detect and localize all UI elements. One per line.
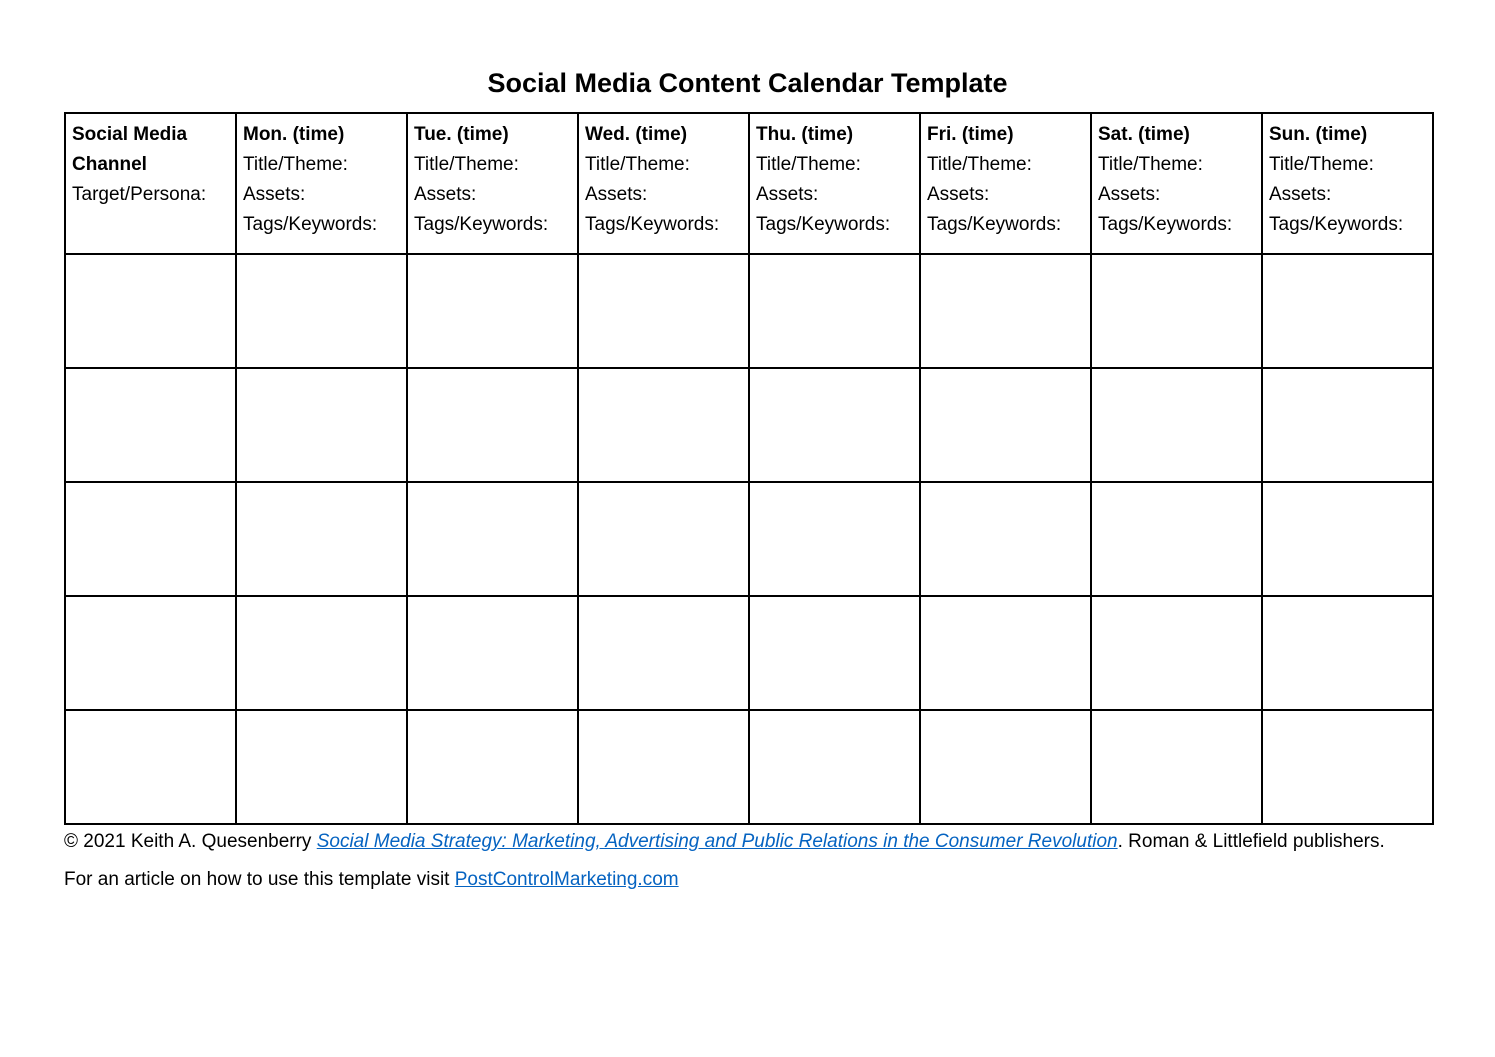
- day-header-cell-wed[interactable]: [578, 113, 749, 254]
- day-cell[interactable]: [236, 710, 407, 824]
- table-row: [65, 710, 1433, 824]
- table-row: [65, 482, 1433, 596]
- copyright-text: © 2021 Keith A. Quesenberry: [64, 831, 317, 852]
- day-label: Sat. (time): [1098, 124, 1190, 145]
- day-cell[interactable]: [749, 596, 920, 710]
- tags-keywords-label: Tags/Keywords:: [1098, 214, 1233, 235]
- persona-label: Target/Persona:: [72, 184, 207, 205]
- day-label: Fri. (time): [927, 124, 1014, 145]
- day-cell[interactable]: [1262, 254, 1433, 368]
- day-cell[interactable]: [407, 710, 578, 824]
- assets-label: Assets:: [1269, 184, 1332, 205]
- tags-keywords-label: Tags/Keywords:: [243, 214, 378, 235]
- assets-label: Assets:: [243, 184, 306, 205]
- channel-label: Social Media Channel: [72, 124, 188, 175]
- day-header-cell-mon[interactable]: [236, 113, 407, 254]
- day-cell[interactable]: [1262, 596, 1433, 710]
- day-label: Thu. (time): [756, 124, 854, 145]
- table-row: [65, 254, 1433, 368]
- title-theme-label: Title/Theme:: [1269, 154, 1374, 175]
- day-cell[interactable]: [407, 482, 578, 596]
- day-cell[interactable]: [578, 482, 749, 596]
- channel-header-cell[interactable]: [65, 113, 236, 254]
- channel-cell[interactable]: [65, 254, 236, 368]
- day-label: Tue. (time): [414, 124, 509, 145]
- tags-keywords-label: Tags/Keywords:: [414, 214, 549, 235]
- day-cell[interactable]: [236, 368, 407, 482]
- title-theme-label: Title/Theme:: [927, 154, 1032, 175]
- day-cell[interactable]: [749, 254, 920, 368]
- day-cell[interactable]: [407, 254, 578, 368]
- channel-cell[interactable]: [65, 710, 236, 824]
- day-cell[interactable]: [236, 254, 407, 368]
- article-line: [64, 866, 679, 894]
- day-cell[interactable]: [1091, 596, 1262, 710]
- day-cell[interactable]: [1091, 254, 1262, 368]
- day-cell[interactable]: [236, 596, 407, 710]
- day-cell[interactable]: [578, 596, 749, 710]
- channel-cell[interactable]: [65, 482, 236, 596]
- day-cell[interactable]: [578, 254, 749, 368]
- title-theme-label: Title/Theme:: [585, 154, 690, 175]
- day-header-cell-thu[interactable]: [749, 113, 920, 254]
- day-cell[interactable]: [1262, 710, 1433, 824]
- day-cell[interactable]: [236, 482, 407, 596]
- day-cell[interactable]: [1091, 368, 1262, 482]
- assets-label: Assets:: [414, 184, 477, 205]
- day-cell[interactable]: [1262, 368, 1433, 482]
- day-cell[interactable]: [920, 368, 1091, 482]
- title-theme-label: Title/Theme:: [756, 154, 861, 175]
- tags-keywords-label: Tags/Keywords:: [756, 214, 891, 235]
- assets-label: Assets:: [585, 184, 648, 205]
- day-cell[interactable]: [578, 710, 749, 824]
- assets-label: Assets:: [927, 184, 990, 205]
- day-cell[interactable]: [920, 596, 1091, 710]
- title-theme-label: Title/Theme:: [414, 154, 519, 175]
- table-row: [65, 596, 1433, 710]
- day-label: Mon. (time): [243, 124, 345, 145]
- day-cell[interactable]: [407, 368, 578, 482]
- day-header-cell-tue[interactable]: [407, 113, 578, 254]
- tags-keywords-label: Tags/Keywords:: [1269, 214, 1404, 235]
- channel-cell[interactable]: [65, 596, 236, 710]
- day-cell[interactable]: [1091, 482, 1262, 596]
- day-cell[interactable]: [920, 254, 1091, 368]
- day-cell[interactable]: [749, 482, 920, 596]
- publisher-text: . Roman & Littlefield publishers.: [1117, 831, 1385, 852]
- day-cell[interactable]: [407, 596, 578, 710]
- article-text: For an article on how to use this template visit: [64, 869, 455, 890]
- table-row: [65, 368, 1433, 482]
- book-title-link[interactable]: Social Media Strategy: Marketing, Advertising and Public Relations in the Consumer Revolution: [316, 831, 1118, 852]
- day-cell[interactable]: [1091, 710, 1262, 824]
- header-row: [65, 113, 1433, 254]
- day-header-cell-sat[interactable]: [1091, 113, 1262, 254]
- day-cell[interactable]: [578, 368, 749, 482]
- title-theme-label: Title/Theme:: [1098, 154, 1203, 175]
- day-cell[interactable]: [1262, 482, 1433, 596]
- assets-label: Assets:: [1098, 184, 1161, 205]
- day-header-cell-fri[interactable]: [920, 113, 1091, 254]
- channel-cell[interactable]: [65, 368, 236, 482]
- day-cell[interactable]: [920, 482, 1091, 596]
- tags-keywords-label: Tags/Keywords:: [927, 214, 1062, 235]
- assets-label: Assets:: [756, 184, 819, 205]
- tags-keywords-label: Tags/Keywords:: [585, 214, 720, 235]
- page-title: Social Media Content Calendar Template: [487, 68, 1008, 98]
- day-cell[interactable]: [749, 710, 920, 824]
- day-label: Sun. (time): [1269, 124, 1368, 145]
- content-calendar-table: [64, 112, 1434, 825]
- day-label: Wed. (time): [585, 124, 688, 145]
- website-link[interactable]: PostControlMarketing.com: [454, 869, 679, 890]
- day-cell[interactable]: [920, 710, 1091, 824]
- day-header-cell-sun[interactable]: [1262, 113, 1433, 254]
- day-cell[interactable]: [749, 368, 920, 482]
- title-theme-label: Title/Theme:: [243, 154, 348, 175]
- copyright-line: [64, 828, 1385, 856]
